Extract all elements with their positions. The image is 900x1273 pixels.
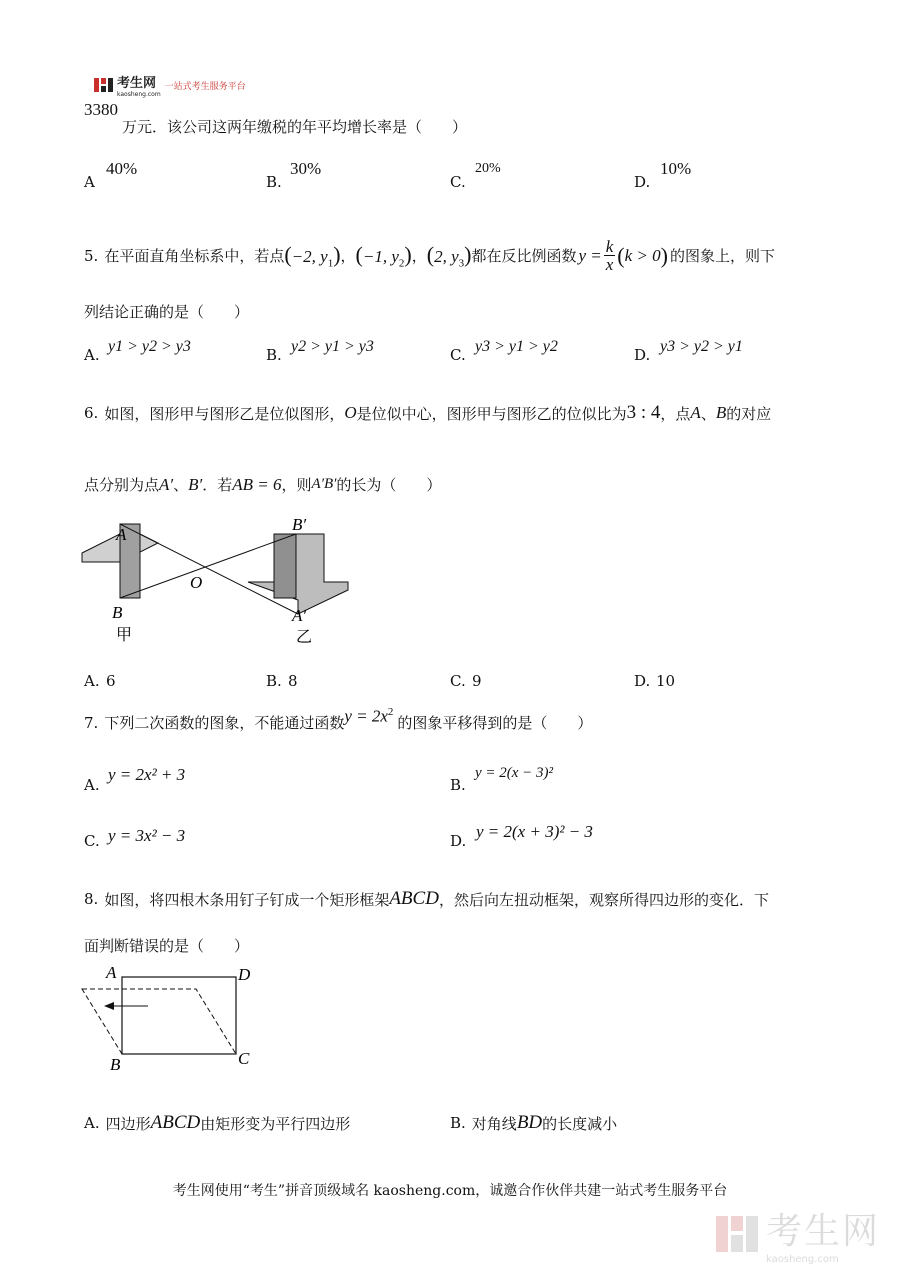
q5-option-d-label: D.	[634, 346, 651, 364]
q8-text-2: ，然后向左扭动框架，观察所得四边形的变化．下	[438, 890, 769, 909]
q6-text-10: 的长为（ ）	[336, 476, 442, 494]
q7-stem	[84, 706, 593, 733]
q7-option-b: y = 2(x − 3)²	[475, 765, 554, 781]
q8-label-c: C	[238, 1049, 250, 1068]
q5-point-3: (2, $y_3$)	[426, 241, 472, 270]
q8-option-a-text-1: 四边形	[105, 1114, 151, 1133]
q6-label-b: B	[112, 603, 123, 622]
q8-number: 8.	[84, 890, 99, 908]
q5-option-c: y3 > y1 > y2	[475, 338, 558, 355]
q7-text-2: 的图象平移得到的是（ ）	[397, 714, 593, 732]
q5-option-b-label: B.	[266, 346, 282, 364]
q6-segment: A′B′	[311, 476, 337, 492]
q5-option-b: y2 > y1 > y3	[291, 338, 374, 355]
q5-option-d: y3 > y2 > y1	[660, 338, 743, 355]
q6-stem-2	[84, 474, 441, 495]
q8-option-a-math: ABCD	[150, 1112, 201, 1133]
q4-option-b-label: B.	[266, 173, 282, 191]
q6-option-b: 8	[288, 672, 298, 690]
q5-option-c-label: C.	[450, 346, 466, 364]
q6-point-a2: A′	[159, 474, 174, 494]
q6-text-5: 的对应	[726, 404, 772, 423]
watermark-logo-icon	[716, 1212, 760, 1256]
q7-option-a-label: A.	[84, 776, 100, 794]
q6-text-2: 是位似中心，图形甲与图形乙的位似比为	[356, 404, 627, 423]
q8-option-a	[84, 1112, 350, 1134]
q4-text: 万元．该公司这两年缴税的年平均增长率是（ ）	[122, 118, 468, 136]
q6-shape-yi-bar	[274, 534, 296, 598]
q7-function: $y = 2x^2$	[344, 706, 394, 726]
q6-text-6: 点分别为点	[84, 476, 160, 494]
q6-label-a2: A′	[292, 606, 307, 625]
q4-amount: 3380	[84, 100, 118, 119]
q8-option-b-text-2: 的长度减小	[542, 1114, 618, 1133]
q6-text-1: 如图，图形甲与图形乙是位似图形，	[104, 404, 345, 423]
q6-point-b: B	[715, 403, 727, 422]
q6-option-d: 10	[656, 672, 676, 690]
q5-function: y = $\frac{k}{x}$ ( k > 0 )	[578, 237, 668, 274]
q4-option-c: 20%	[475, 161, 501, 176]
watermark-name: 考生网	[766, 1211, 881, 1252]
q6-ratio: 3 : 4	[626, 402, 661, 423]
q5-option-a: y1 > y2 > y3	[108, 338, 191, 355]
q6-label-yi: 乙	[296, 627, 313, 646]
q7-option-c-label: C.	[84, 832, 100, 850]
q8-text-3: 面判断错误的是（ ）	[84, 937, 250, 955]
q8-parallelogram	[82, 989, 236, 1054]
q4-option-a: 40%	[106, 159, 138, 178]
q8-figure	[78, 962, 268, 1077]
q4-option-c-label: C.	[450, 173, 466, 191]
q6-point-b2: B′	[188, 474, 203, 494]
watermark	[716, 1203, 880, 1265]
q8-option-b-text-1: 对角线	[471, 1114, 517, 1133]
q6-point-a: A	[690, 403, 701, 422]
q7-option-b-label: B.	[450, 776, 466, 794]
logo-url: kaosheng.com	[117, 91, 161, 98]
q6-number: 6.	[84, 404, 99, 422]
q7-option-d-label: D.	[450, 832, 467, 850]
q5-text-4: 都在反比例函数	[471, 247, 577, 265]
q6-figure	[78, 510, 368, 650]
q8-abcd: ABCD	[389, 888, 439, 909]
q6-label-b2: B′	[292, 515, 307, 534]
q8-option-b-math: BD	[516, 1112, 543, 1133]
q5-point-2: (−1, $y_2$)	[355, 241, 412, 270]
q6-text-3: ，点	[660, 404, 691, 423]
watermark-url: kaosheng.com	[766, 1254, 839, 1265]
q6-option-a-label: A.	[84, 672, 100, 690]
q8-label-b: B	[110, 1055, 121, 1074]
q4-option-a-label: A	[84, 173, 95, 191]
q7-option-d: y = 2(x + 3)² − 3	[476, 822, 593, 841]
q6-option-c-label: C.	[450, 672, 466, 690]
q6-stem	[84, 402, 771, 424]
q6-label-a: A	[116, 525, 127, 544]
q5-stem	[84, 238, 775, 273]
q6-text-7: 、	[173, 476, 189, 494]
logo-slogan: 一站式考生服务平台	[164, 81, 246, 92]
q4-option-d: 10%	[660, 159, 692, 178]
q6-label-o: O	[190, 573, 203, 592]
q4-option-b: 30%	[290, 159, 322, 178]
q6-option-b-label: B.	[266, 672, 282, 690]
q6-option-d-label: D.	[634, 672, 651, 690]
q5-point-1: (−2, $y_1$)	[284, 241, 341, 270]
q8-option-b	[450, 1112, 617, 1134]
q7-number: 7.	[84, 713, 99, 732]
q5-text-5: 的图象上，则下	[669, 247, 775, 265]
q6-center: O	[344, 403, 357, 422]
q5-text-2: ，	[340, 247, 356, 265]
q7-text-1: 下列二次函数的图象，不能通过函数	[104, 714, 345, 732]
q5-text-6: 列结论正确的是（ ）	[84, 303, 250, 321]
q8-option-b-label: B.	[450, 1114, 466, 1132]
q8-label-d: D	[238, 965, 251, 984]
q6-text-8: ．若	[202, 476, 233, 494]
q8-stem	[84, 888, 769, 910]
q7-option-c: y = 3x² − 3	[108, 826, 186, 845]
q7-option-a: y = 2x² + 3	[108, 765, 186, 784]
q6-condition: AB = 6	[232, 474, 282, 494]
q6-text-9: ，则	[281, 476, 312, 494]
q5-number: 5.	[84, 246, 99, 265]
footer-text: 考生网使用“考生”拼音顶级域名 kaosheng.com，诚邀合作伙伴共建一站式考生服务平台	[172, 1183, 728, 1199]
q5-text-3: ，	[411, 247, 427, 265]
q8-arrow-head	[104, 1002, 114, 1010]
q4-option-d-label: D.	[634, 173, 651, 191]
q5-text-1: 在平面直角坐标系中，若点	[104, 247, 285, 265]
q8-text-1: 如图，将四根木条用钉子钉成一个矩形框架	[104, 890, 390, 909]
logo-name: 考生网	[117, 76, 157, 91]
q5-option-a-label: A.	[84, 346, 100, 364]
q6-option-c: 9	[472, 672, 482, 690]
q8-option-a-text-2: 由矩形变为平行四边形	[200, 1114, 351, 1133]
q8-option-a-label: A.	[84, 1114, 100, 1132]
q8-label-a: A	[106, 963, 117, 982]
q6-option-a: 6	[106, 672, 116, 690]
q6-text-4: 、	[700, 404, 716, 423]
q6-line-ab	[120, 524, 298, 614]
kaosheng-logo-icon	[94, 76, 114, 94]
header-logo	[94, 72, 246, 98]
q6-label-jia: 甲	[116, 625, 133, 644]
